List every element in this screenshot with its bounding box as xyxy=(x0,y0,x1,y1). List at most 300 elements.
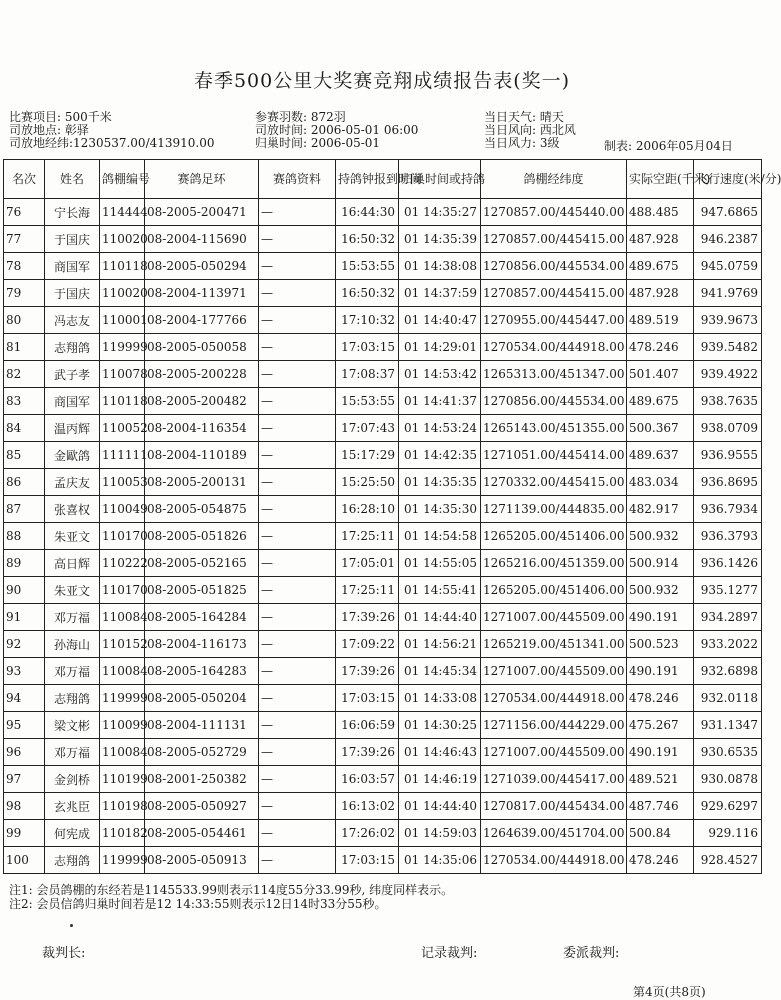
name-cell: 武子孝 xyxy=(45,361,100,388)
name-cell: 宁长海 xyxy=(45,199,100,226)
clock-time-cell: 15:53:55 xyxy=(336,388,399,415)
speed-cell: 930.0878 xyxy=(694,766,762,793)
ring-number-cell: 08-2005-052165 xyxy=(145,550,259,577)
stray-mark xyxy=(70,924,73,927)
coordinates-cell: 1270857.00/445415.00 xyxy=(481,226,627,253)
clock-time-cell: 17:39:26 xyxy=(336,739,399,766)
signature-delegate: 委派裁判: xyxy=(563,946,620,961)
note-1: 注1: 会员鸽棚的东经若是1145533.99则表示114度55分33.99秒, 纬度同样表示。 xyxy=(9,883,454,897)
signature-referee: 裁判长: xyxy=(42,946,86,961)
rank-cell: 81 xyxy=(4,334,45,361)
arrival-time-cell: 01 14:35:27 xyxy=(399,199,481,226)
clock-time-cell: 17:08:37 xyxy=(336,361,399,388)
name-cell: 邓万福 xyxy=(45,739,100,766)
speed-cell: 946.2387 xyxy=(694,226,762,253)
header-rank: 名次 xyxy=(4,160,45,199)
distance-cell: 487.928 xyxy=(627,280,694,307)
name-cell: 于国庆 xyxy=(45,226,100,253)
distance-cell: 489.675 xyxy=(627,388,694,415)
rank-cell: 95 xyxy=(4,712,45,739)
table-row xyxy=(4,199,762,226)
arrival-time-cell: 01 14:33:08 xyxy=(399,685,481,712)
coordinates-cell: 1270534.00/444918.00 xyxy=(481,847,627,874)
ring-number-cell: 08-2005-200471 xyxy=(145,199,259,226)
arrival-time-cell: 01 14:37:59 xyxy=(399,280,481,307)
ring-number-cell: 08-2004-111131 xyxy=(145,712,259,739)
rank-cell: 99 xyxy=(4,820,45,847)
ring-number-cell: 08-2004-177766 xyxy=(145,307,259,334)
speed-cell: 933.2022 xyxy=(694,631,762,658)
name-cell: 张喜权 xyxy=(45,496,100,523)
name-cell: 金剑桥 xyxy=(45,766,100,793)
rank-cell: 88 xyxy=(4,523,45,550)
arrival-time-cell: 01 14:35:30 xyxy=(399,496,481,523)
coordinates-cell: 1265205.00/451406.00 xyxy=(481,577,627,604)
table-row xyxy=(4,766,762,793)
rank-cell: 84 xyxy=(4,415,45,442)
arrival-time-cell: 01 14:46:19 xyxy=(399,766,481,793)
ring-number-cell: 08-2004-116354 xyxy=(145,415,259,442)
clock-time-cell: 16:06:59 xyxy=(336,712,399,739)
release-location: 司放地点: 彰驿 xyxy=(9,123,89,137)
pigeon-info-cell: — xyxy=(259,253,336,280)
ring-number-cell: 08-2005-050913 xyxy=(145,847,259,874)
loft-number-cell: 110199 xyxy=(100,766,145,793)
coordinates-cell: 1271156.00/444229.00 xyxy=(481,712,627,739)
loft-number-cell: 110198 xyxy=(100,793,145,820)
ring-number-cell: 08-2005-054461 xyxy=(145,820,259,847)
pigeon-info-cell: — xyxy=(259,226,336,253)
distance-cell: 500.932 xyxy=(627,577,694,604)
rank-cell: 79 xyxy=(4,280,45,307)
clock-time-cell: 16:13:02 xyxy=(336,793,399,820)
loft-number-cell: 110182 xyxy=(100,820,145,847)
loft-number-cell: 110152 xyxy=(100,631,145,658)
distance-cell: 488.485 xyxy=(627,199,694,226)
clock-time-cell: 17:10:32 xyxy=(336,307,399,334)
pigeon-info-cell: — xyxy=(259,361,336,388)
signature-recorder: 记录裁判: xyxy=(421,946,478,961)
pigeon-info-cell: — xyxy=(259,820,336,847)
distance-cell: 478.246 xyxy=(627,847,694,874)
clock-time-cell: 17:25:11 xyxy=(336,577,399,604)
speed-cell: 936.7934 xyxy=(694,496,762,523)
pigeon-info-cell: — xyxy=(259,793,336,820)
loft-number-cell: 110170 xyxy=(100,523,145,550)
distance-cell: 487.928 xyxy=(627,226,694,253)
arrival-time-cell: 01 14:46:43 xyxy=(399,739,481,766)
rank-cell: 94 xyxy=(4,685,45,712)
header-loft-coordinates: 鸽棚经纬度 xyxy=(481,160,627,199)
arrival-time-cell: 01 14:41:37 xyxy=(399,388,481,415)
table-row xyxy=(4,631,762,658)
name-cell: 朱亚文 xyxy=(45,523,100,550)
speed-cell: 930.6535 xyxy=(694,739,762,766)
pigeon-info-cell: — xyxy=(259,469,336,496)
speed-cell: 935.1277 xyxy=(694,577,762,604)
ring-number-cell: 08-2005-051826 xyxy=(145,523,259,550)
entry-count: 参赛羽数: 872羽 xyxy=(255,110,346,124)
header-speed: 飞行速度(米/分) xyxy=(694,160,762,199)
coordinates-cell: 1270332.00/445415.00 xyxy=(481,469,627,496)
clock-time-cell: 17:26:02 xyxy=(336,820,399,847)
distance-cell: 483.034 xyxy=(627,469,694,496)
table-row xyxy=(4,226,762,253)
race-item: 比赛项目: 500千米 xyxy=(9,110,112,124)
clock-time-cell: 15:53:55 xyxy=(336,253,399,280)
rank-cell: 96 xyxy=(4,739,45,766)
loft-number-cell: 110052 xyxy=(100,415,145,442)
distance-cell: 501.407 xyxy=(627,361,694,388)
pigeon-info-cell: — xyxy=(259,496,336,523)
arrival-time-cell: 01 14:55:41 xyxy=(399,577,481,604)
clock-time-cell: 17:03:15 xyxy=(336,847,399,874)
arrival-time-cell: 01 14:29:01 xyxy=(399,334,481,361)
pigeon-info-cell: — xyxy=(259,442,336,469)
loft-number-cell: 119999 xyxy=(100,847,145,874)
loft-number-cell: 110049 xyxy=(100,496,145,523)
table-row xyxy=(4,496,762,523)
loft-number-cell: 110020 xyxy=(100,280,145,307)
coordinates-cell: 1270534.00/444918.00 xyxy=(481,685,627,712)
coordinates-cell: 1271007.00/445509.00 xyxy=(481,739,627,766)
loft-number-cell: 110099 xyxy=(100,712,145,739)
loft-number-cell: 110084 xyxy=(100,658,145,685)
coordinates-cell: 1265205.00/451406.00 xyxy=(481,523,627,550)
pigeon-info-cell: — xyxy=(259,523,336,550)
pigeon-info-cell: — xyxy=(259,658,336,685)
rank-cell: 87 xyxy=(4,496,45,523)
name-cell: 邓万福 xyxy=(45,658,100,685)
ring-number-cell: 08-2005-200482 xyxy=(145,388,259,415)
speed-cell: 931.1347 xyxy=(694,712,762,739)
name-cell: 邓万福 xyxy=(45,604,100,631)
pigeon-info-cell: — xyxy=(259,550,336,577)
clock-time-cell: 16:03:57 xyxy=(336,766,399,793)
name-cell: 何宪成 xyxy=(45,820,100,847)
pigeon-info-cell: — xyxy=(259,766,336,793)
rank-cell: 100 xyxy=(4,847,45,874)
coordinates-cell: 1264639.00/451704.00 xyxy=(481,820,627,847)
distance-cell: 500.914 xyxy=(627,550,694,577)
ring-number-cell: 08-2005-200228 xyxy=(145,361,259,388)
name-cell: 孙海山 xyxy=(45,631,100,658)
distance-cell: 489.675 xyxy=(627,253,694,280)
note-2: 注2: 会员信鸽归巢时间若是12 14:33:55则表示12日14时33分55秒。 xyxy=(9,897,387,911)
coordinates-cell: 1265143.00/451355.00 xyxy=(481,415,627,442)
speed-cell: 945.0759 xyxy=(694,253,762,280)
arrival-time-cell: 01 14:44:40 xyxy=(399,793,481,820)
loft-number-cell: 110053 xyxy=(100,469,145,496)
distance-cell: 490.191 xyxy=(627,604,694,631)
name-cell: 朱亚文 xyxy=(45,577,100,604)
loft-number-cell: 110222 xyxy=(100,550,145,577)
rank-cell: 98 xyxy=(4,793,45,820)
speed-cell: 929.6297 xyxy=(694,793,762,820)
coordinates-cell: 1265216.00/451359.00 xyxy=(481,550,627,577)
speed-cell: 928.4527 xyxy=(694,847,762,874)
distance-cell: 490.191 xyxy=(627,658,694,685)
coordinates-cell: 1270817.00/445434.00 xyxy=(481,793,627,820)
name-cell: 金歐鸽 xyxy=(45,442,100,469)
ring-number-cell: 08-2005-050058 xyxy=(145,334,259,361)
release-coordinates: 司放地经纬:1230537.00/413910.00 xyxy=(9,136,215,150)
arrival-time-cell: 01 14:45:34 xyxy=(399,658,481,685)
clock-time-cell: 17:03:15 xyxy=(336,685,399,712)
wind-direction: 当日风向: 西北风 xyxy=(484,123,576,137)
distance-cell: 500.367 xyxy=(627,415,694,442)
rank-cell: 91 xyxy=(4,604,45,631)
coordinates-cell: 1271139.00/444835.00 xyxy=(481,496,627,523)
ring-number-cell: 08-2005-164283 xyxy=(145,658,259,685)
arrival-time-cell: 01 14:54:58 xyxy=(399,523,481,550)
name-cell: 志翔鸽 xyxy=(45,685,100,712)
rank-cell: 97 xyxy=(4,766,45,793)
speed-cell: 932.0118 xyxy=(694,685,762,712)
loft-number-cell: 119999 xyxy=(100,334,145,361)
arrival-time-cell: 01 14:35:06 xyxy=(399,847,481,874)
coordinates-cell: 1270857.00/445440.00 xyxy=(481,199,627,226)
table-header-row xyxy=(4,160,762,199)
coordinates-cell: 1270856.00/445534.00 xyxy=(481,388,627,415)
speed-cell: 939.4922 xyxy=(694,361,762,388)
distance-cell: 478.246 xyxy=(627,334,694,361)
notes xyxy=(9,883,453,911)
arrival-time-cell: 01 14:35:35 xyxy=(399,469,481,496)
clock-time-cell: 16:50:32 xyxy=(336,280,399,307)
speed-cell: 936.8695 xyxy=(694,469,762,496)
header-distance: 实际空距(千米) xyxy=(627,160,694,199)
name-cell: 孟庆友 xyxy=(45,469,100,496)
clock-time-cell: 17:07:43 xyxy=(336,415,399,442)
distance-cell: 482.917 xyxy=(627,496,694,523)
coordinates-cell: 1270857.00/445415.00 xyxy=(481,280,627,307)
table-row xyxy=(4,415,762,442)
coordinates-cell: 1271007.00/445509.00 xyxy=(481,604,627,631)
arrival-time-cell: 01 14:55:05 xyxy=(399,550,481,577)
clock-time-cell: 17:03:15 xyxy=(336,334,399,361)
clock-time-cell: 17:39:26 xyxy=(336,604,399,631)
race-info-right xyxy=(484,111,576,150)
coordinates-cell: 1271007.00/445509.00 xyxy=(481,658,627,685)
distance-cell: 475.267 xyxy=(627,712,694,739)
rank-cell: 92 xyxy=(4,631,45,658)
arrival-time-cell: 01 14:35:39 xyxy=(399,226,481,253)
arrival-time-cell: 01 14:53:24 xyxy=(399,415,481,442)
loft-number-cell: 111111 xyxy=(100,442,145,469)
speed-cell: 932.6898 xyxy=(694,658,762,685)
speed-cell: 938.7635 xyxy=(694,388,762,415)
rank-cell: 85 xyxy=(4,442,45,469)
header-clock-report-time: 持鸽钟报到时间 xyxy=(336,160,399,199)
distance-cell: 489.519 xyxy=(627,307,694,334)
name-cell: 于国庆 xyxy=(45,280,100,307)
clock-time-cell: 16:44:30 xyxy=(336,199,399,226)
header-name: 姓名 xyxy=(45,160,100,199)
loft-number-cell: 110001 xyxy=(100,307,145,334)
table-row xyxy=(4,847,762,874)
table-row xyxy=(4,280,762,307)
rank-cell: 80 xyxy=(4,307,45,334)
loft-number-cell: 110084 xyxy=(100,739,145,766)
table-row xyxy=(4,577,762,604)
rank-cell: 86 xyxy=(4,469,45,496)
name-cell: 高日辉 xyxy=(45,550,100,577)
table-row xyxy=(4,442,762,469)
name-cell: 志翔鸽 xyxy=(45,847,100,874)
speed-cell: 947.6865 xyxy=(694,199,762,226)
coordinates-cell: 1270534.00/444918.00 xyxy=(481,334,627,361)
speed-cell: 934.2897 xyxy=(694,604,762,631)
clock-time-cell: 15:17:29 xyxy=(336,442,399,469)
pigeon-info-cell: — xyxy=(259,631,336,658)
loft-number-cell: 110170 xyxy=(100,577,145,604)
pigeon-info-cell: — xyxy=(259,334,336,361)
ring-number-cell: 08-2005-054875 xyxy=(145,496,259,523)
distance-cell: 490.191 xyxy=(627,739,694,766)
coordinates-cell: 1271051.00/445414.00 xyxy=(481,442,627,469)
rank-cell: 90 xyxy=(4,577,45,604)
loft-number-cell: 110078 xyxy=(100,361,145,388)
table-row xyxy=(4,334,762,361)
coordinates-cell: 1265313.00/451347.00 xyxy=(481,361,627,388)
pigeon-info-cell: — xyxy=(259,415,336,442)
clock-time-cell: 16:50:32 xyxy=(336,226,399,253)
rank-cell: 76 xyxy=(4,199,45,226)
speed-cell: 941.9769 xyxy=(694,280,762,307)
table-body xyxy=(4,199,762,874)
table-row xyxy=(4,820,762,847)
arrival-time-cell: 01 14:56:21 xyxy=(399,631,481,658)
distance-cell: 489.521 xyxy=(627,766,694,793)
speed-cell: 939.5482 xyxy=(694,334,762,361)
table-row xyxy=(4,307,762,334)
header-pigeon-info: 赛鸽资料 xyxy=(259,160,336,199)
table-row xyxy=(4,712,762,739)
ring-number-cell: 08-2001-250382 xyxy=(145,766,259,793)
table-row xyxy=(4,685,762,712)
pigeon-info-cell: — xyxy=(259,739,336,766)
pigeon-info-cell: — xyxy=(259,199,336,226)
arrival-time-cell: 01 14:59:03 xyxy=(399,820,481,847)
header-ring-number: 赛鸽足环 xyxy=(145,160,259,199)
pigeon-info-cell: — xyxy=(259,307,336,334)
pigeon-info-cell: — xyxy=(259,388,336,415)
loft-number-cell: 114444 xyxy=(100,199,145,226)
ring-number-cell: 08-2005-164284 xyxy=(145,604,259,631)
return-time: 归巢时间: 2006-05-01 xyxy=(255,136,381,150)
name-cell: 温丙辉 xyxy=(45,415,100,442)
rank-cell: 82 xyxy=(4,361,45,388)
coordinates-cell: 1270856.00/445534.00 xyxy=(481,253,627,280)
table-row xyxy=(4,253,762,280)
results-table xyxy=(3,159,781,874)
table-row xyxy=(4,388,762,415)
race-info-middle xyxy=(255,111,418,150)
name-cell: 志翔鸽 xyxy=(45,334,100,361)
table-row xyxy=(4,523,762,550)
table-row xyxy=(4,739,762,766)
clock-time-cell: 17:05:01 xyxy=(336,550,399,577)
arrival-time-cell: 01 14:53:42 xyxy=(399,361,481,388)
pigeon-info-cell: — xyxy=(259,280,336,307)
page-number: 第4页(共8页) xyxy=(633,985,706,999)
ring-number-cell: 08-2005-051825 xyxy=(145,577,259,604)
distance-cell: 500.523 xyxy=(627,631,694,658)
speed-cell: 929.116 xyxy=(694,820,762,847)
ring-number-cell: 08-2004-110189 xyxy=(145,442,259,469)
table-row xyxy=(4,793,762,820)
race-info-left xyxy=(9,111,215,150)
name-cell: 商国军 xyxy=(45,253,100,280)
table-row xyxy=(4,550,762,577)
release-time: 司放时间: 2006-05-01 06:00 xyxy=(255,123,419,137)
name-cell: 冯志友 xyxy=(45,307,100,334)
clock-time-cell: 17:25:11 xyxy=(336,523,399,550)
speed-cell: 936.9555 xyxy=(694,442,762,469)
name-cell: 商国军 xyxy=(45,388,100,415)
clock-time-cell: 17:09:22 xyxy=(336,631,399,658)
clock-time-cell: 15:25:50 xyxy=(336,469,399,496)
pigeon-info-cell: — xyxy=(259,712,336,739)
distance-cell: 478.246 xyxy=(627,685,694,712)
wind-force: 当日风力: 3级 xyxy=(484,136,560,150)
rank-cell: 89 xyxy=(4,550,45,577)
ring-number-cell: 08-2005-200131 xyxy=(145,469,259,496)
loft-number-cell: 110118 xyxy=(100,388,145,415)
coordinates-cell: 1270955.00/445447.00 xyxy=(481,307,627,334)
rank-cell: 83 xyxy=(4,388,45,415)
weather: 当日天气: 晴天 xyxy=(484,110,564,124)
ring-number-cell: 08-2004-115690 xyxy=(145,226,259,253)
table-row xyxy=(4,604,762,631)
ring-number-cell: 08-2005-052729 xyxy=(145,739,259,766)
coordinates-cell: 1265219.00/451341.00 xyxy=(481,631,627,658)
arrival-time-cell: 01 14:38:08 xyxy=(399,253,481,280)
table-row xyxy=(4,469,762,496)
distance-cell: 500.84 xyxy=(627,820,694,847)
ring-number-cell: 08-2005-050927 xyxy=(145,793,259,820)
rank-cell: 93 xyxy=(4,658,45,685)
pigeon-info-cell: — xyxy=(259,847,336,874)
loft-number-cell: 110084 xyxy=(100,604,145,631)
table-row xyxy=(4,361,762,388)
ring-number-cell: 08-2004-113971 xyxy=(145,280,259,307)
ring-number-cell: 08-2004-116173 xyxy=(145,631,259,658)
speed-cell: 936.3793 xyxy=(694,523,762,550)
name-cell: 玄兆臣 xyxy=(45,793,100,820)
speed-cell: 938.0709 xyxy=(694,415,762,442)
arrival-time-cell: 01 14:42:35 xyxy=(399,442,481,469)
pigeon-info-cell: — xyxy=(259,577,336,604)
name-cell: 梁文彬 xyxy=(45,712,100,739)
pigeon-info-cell: — xyxy=(259,604,336,631)
ring-number-cell: 08-2005-050294 xyxy=(145,253,259,280)
distance-cell: 487.746 xyxy=(627,793,694,820)
speed-cell: 936.1426 xyxy=(694,550,762,577)
pigeon-info-cell: — xyxy=(259,685,336,712)
rank-cell: 78 xyxy=(4,253,45,280)
rank-cell: 77 xyxy=(4,226,45,253)
distance-cell: 500.932 xyxy=(627,523,694,550)
clock-time-cell: 17:39:26 xyxy=(336,658,399,685)
distance-cell: 489.637 xyxy=(627,442,694,469)
arrival-time-cell: 01 14:40:47 xyxy=(399,307,481,334)
arrival-time-cell: 01 14:44:40 xyxy=(399,604,481,631)
arrival-time-cell: 01 14:30:25 xyxy=(399,712,481,739)
header-arrival-time: 归巢时间或持鸽 xyxy=(399,160,481,199)
loft-number-cell: 119999 xyxy=(100,685,145,712)
